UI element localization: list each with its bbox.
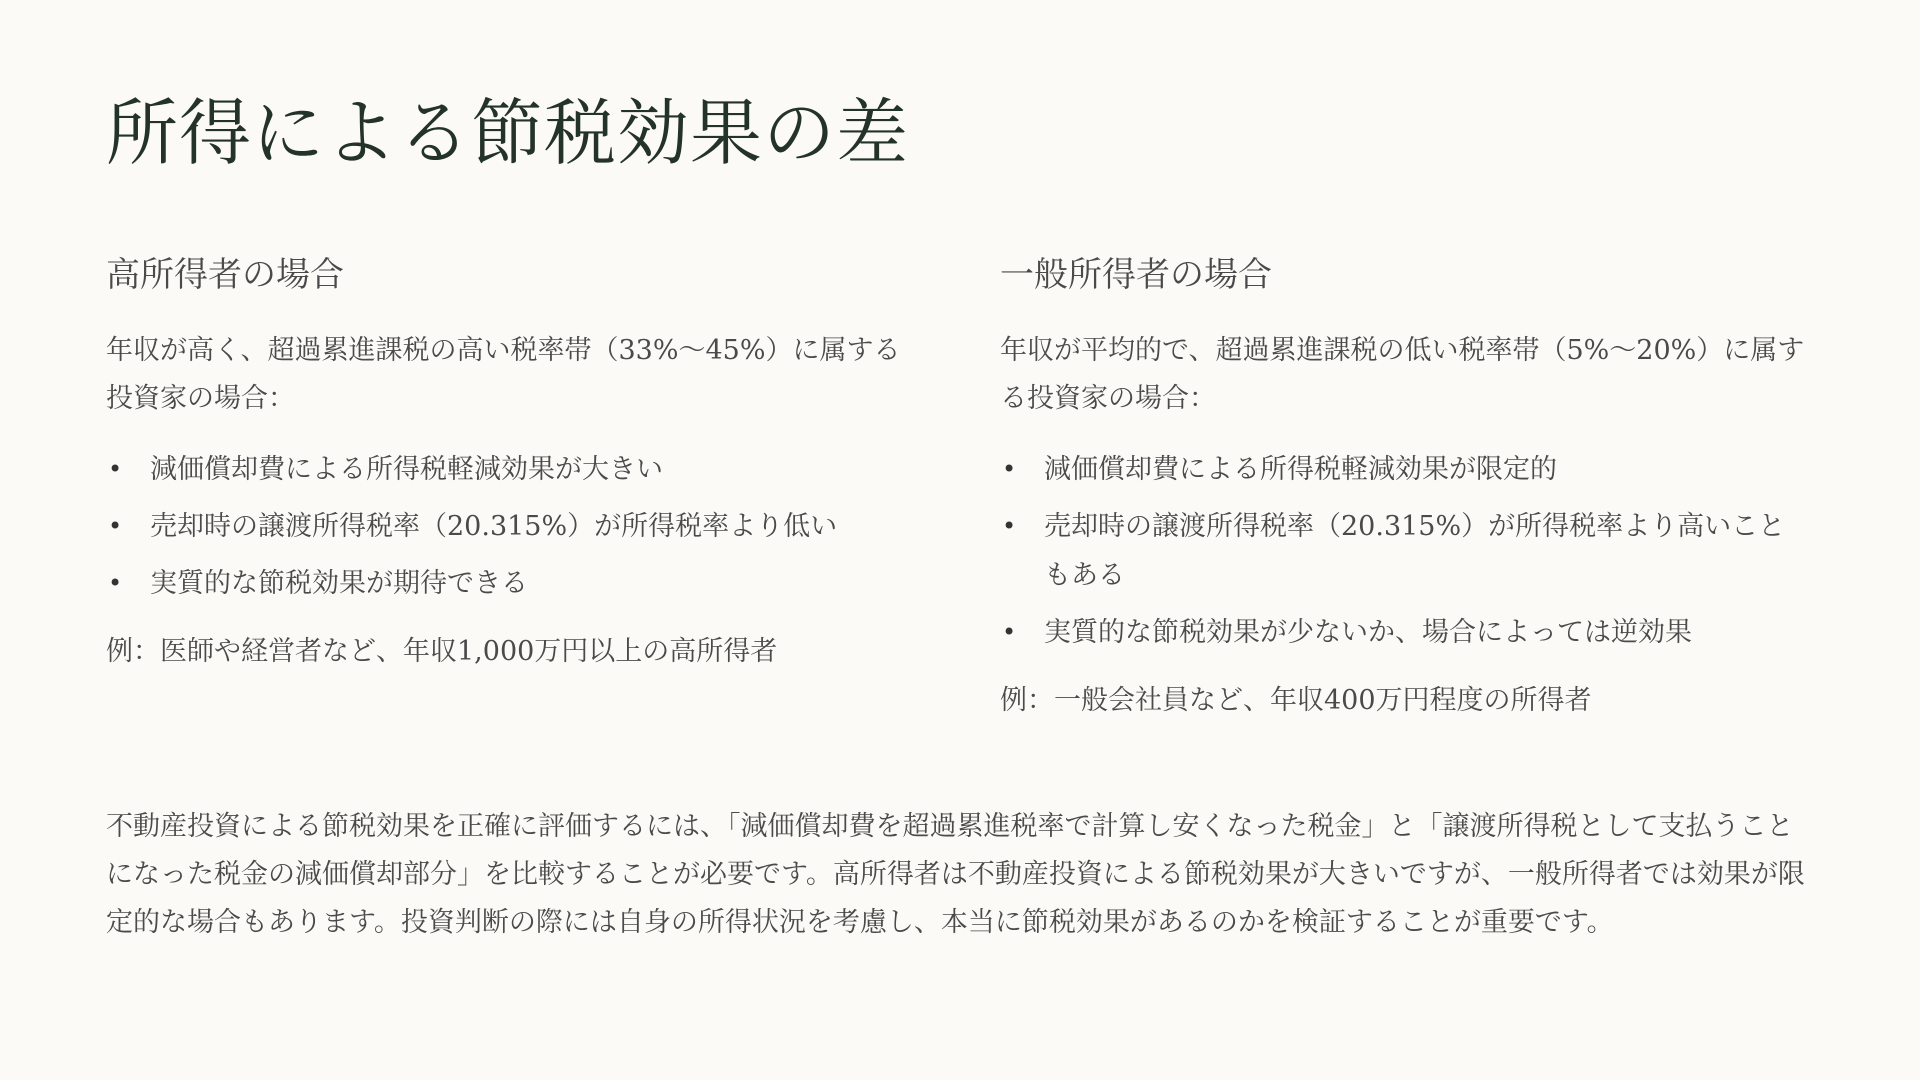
high-income-bullet-list <box>106 445 926 608</box>
high-income-section <box>106 253 926 676</box>
bullet-text: 実質的な節税効果が期待できる <box>150 568 528 600</box>
bullet-text: 売却時の譲渡所得税率（20.315%）が所得税率より高いこともある <box>1044 511 1786 592</box>
bullet-icon: • <box>1002 512 1017 541</box>
bullet-icon: • <box>1002 455 1017 484</box>
bullet-text: 実質的な節税効果が少ないか、場合によっては逆効果 <box>1044 617 1692 649</box>
bullet-icon: • <box>108 512 123 541</box>
list-item <box>106 445 926 494</box>
bullet-icon: • <box>108 455 123 484</box>
list-item <box>106 502 926 551</box>
high-income-intro: 年収が高く、超過累進課税の高い税率帯（33%〜45%）に属する投資家の場合： <box>106 335 901 415</box>
list-item <box>1000 445 1810 494</box>
bullet-text: 売却時の譲渡所得税率（20.315%）が所得税率より低い <box>150 511 838 543</box>
general-income-bullet-list <box>1000 445 1810 657</box>
high-income-example: 例：医師や経営者など、年収1,000万円以上の高所得者 <box>106 636 778 668</box>
bullet-text: 減価償却費による所得税軽減効果が限定的 <box>1044 454 1557 486</box>
general-income-intro: 年収が平均的で、超過累進課税の低い税率帯（5%〜20%）に属する投資家の場合： <box>1000 335 1805 415</box>
list-item <box>1000 608 1810 657</box>
high-income-heading: 高所得者の場合 <box>106 255 344 295</box>
list-item <box>1000 502 1810 600</box>
general-income-section <box>1000 253 1810 725</box>
general-income-example: 例：一般会社員など、年収400万円程度の所得者 <box>1000 685 1592 717</box>
list-item <box>106 559 926 608</box>
bullet-icon: • <box>108 569 123 598</box>
general-income-heading: 一般所得者の場合 <box>1000 255 1272 295</box>
page-title: 所得による節税効果の差 <box>106 91 910 175</box>
summary-paragraph: 不動産投資による節税効果を正確に評価するには、「減価償却費を超過累進税率で計算し安くなった税金」と「譲渡所得税として支払うことになった税金の減価償却部分」を比較することが必要です。高所得者は不動産投資による節税効果が大きいですが、一般所得者では効果が限定的な場合もあります。投資判断の際には自身の所得状況を考慮し、本当に節税効果があるのかを検証することが重要です。 <box>106 811 1805 938</box>
bullet-icon: • <box>1002 618 1017 647</box>
bullet-text: 減価償却費による所得税軽減効果が大きい <box>150 454 663 486</box>
